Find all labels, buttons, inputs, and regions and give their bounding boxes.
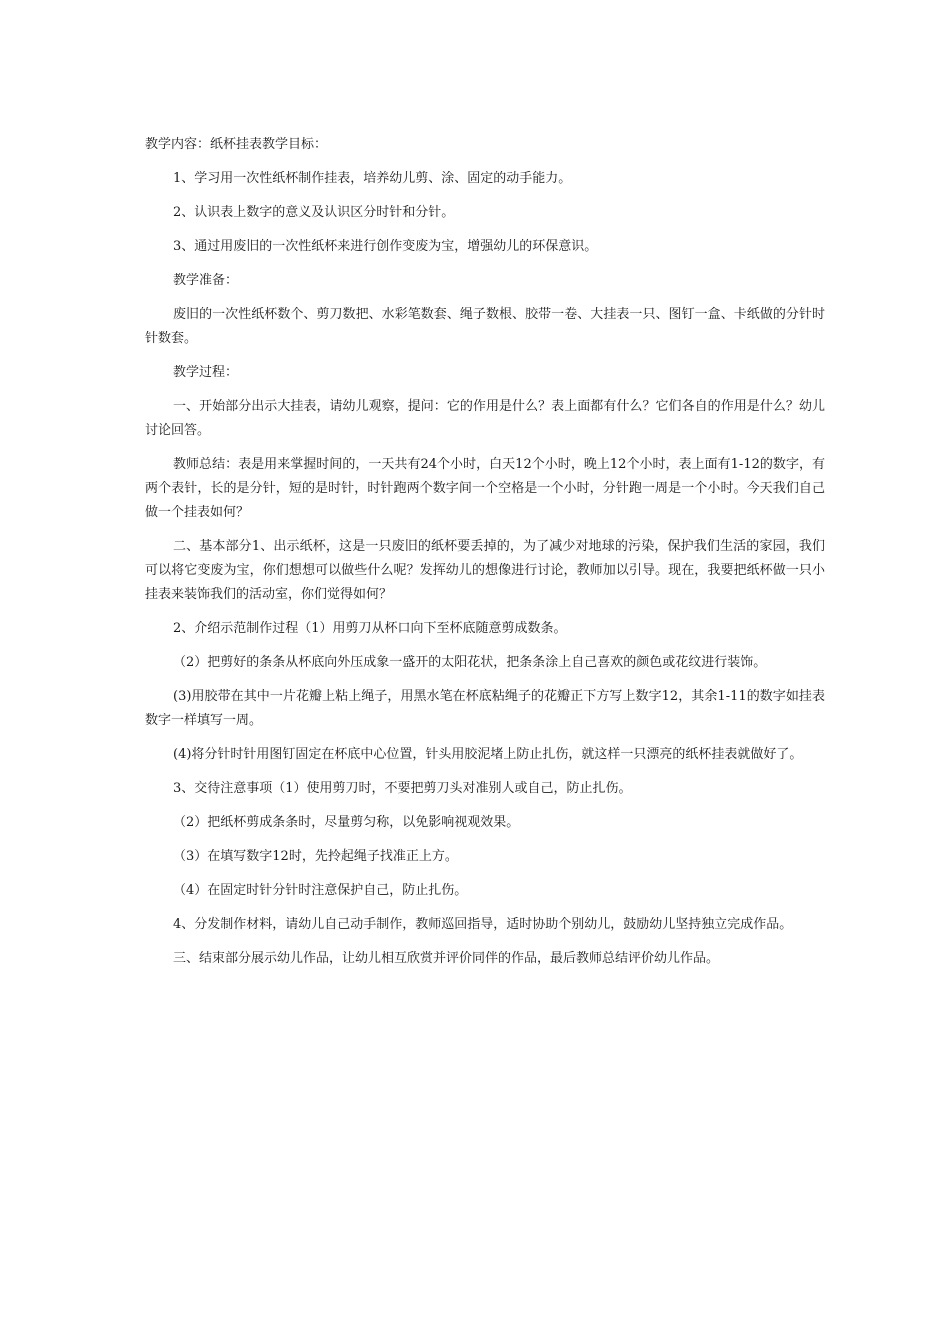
process-part-1: 一、开始部分出示大挂表，请幼儿观察，提问：它的作用是什么？表上面都有什么？它们各自的作用是什么？幼儿讨论回答。 (145, 399, 825, 438)
lesson-heading: 教学内容：纸杯挂表教学目标： (145, 137, 328, 152)
demo-step-1: 2、介绍示范制作过程（1）用剪刀从杯口向下至杯底随意剪成数条。 (173, 621, 567, 636)
safety-note-4: （4）在固定时针分针时注意保护自己，防止扎伤。 (173, 883, 468, 898)
teacher-summary: 教师总结：表是用来掌握时间的，一天共有24个小时，白天12个小时，晚上12个小时，表上面有1-12的数字，有两个表针，长的是分针，短的是时针，时针跑两个数字间一个空格是一个小时，分针跑一周是一个小时。今天我们自己做一个挂表如何？ (145, 457, 825, 520)
process-part-2: 二、基本部分1、出示纸杯，这是一只废旧的纸杯要丢掉的，为了减少对地球的污染，保护我们生活的家园，我们可以将它变废为宝，你们想想可以做些什么呢？发挥幼儿的想像进行讨论，教师加以引导。现在，我要把纸杯做一只小挂表来装饰我们的活动室，你们觉得如何？ (145, 539, 825, 602)
preparation-heading: 教学准备： (173, 273, 239, 288)
process-heading: 教学过程： (173, 365, 239, 380)
goal-1: 1、学习用一次性纸杯制作挂表，培养幼儿剪、涂、固定的动手能力。 (173, 171, 572, 186)
demo-step-4: (4)将分针时针用图钉固定在杯底中心位置，针头用胶泥堵上防止扎伤，就这样一只漂亮的纸杯挂表就做好了。 (173, 747, 803, 762)
demo-step-2: （2）把剪好的条条从杯底向外压成象一盛开的太阳花状，把条条涂上自己喜欢的颜色或花纹进行装饰。 (173, 655, 767, 670)
safety-note-3: （3）在填写数字12时，先拎起绳子找准正上方。 (173, 849, 458, 864)
safety-note-1: 3、交待注意事项（1）使用剪刀时，不要把剪刀头对准别人或自己，防止扎伤。 (173, 781, 632, 796)
goal-2: 2、认识表上数字的意义及认识区分时针和分针。 (173, 205, 455, 220)
goal-3: 3、通过用废旧的一次性纸杯来进行创作变废为宝，增强幼儿的环保意识。 (173, 239, 598, 254)
materials-distribution: 4、分发制作材料，请幼儿自己动手制作，教师巡回指导，适时协助个别幼儿，鼓励幼儿坚持独立完成作品。 (173, 917, 793, 932)
document-body (145, 133, 825, 981)
closing-part: 三、结束部分展示幼儿作品，让幼儿相互欣赏并评价同伴的作品，最后教师总结评价幼儿作品。 (173, 951, 720, 966)
preparation-materials: 废旧的一次性纸杯数个、剪刀数把、水彩笔数套、绳子数根、胶带一卷、大挂表一只、图钉一盒、卡纸做的分针时针数套。 (145, 307, 825, 346)
safety-note-2: （2）把纸杯剪成条条时，尽量剪匀称，以免影响视观效果。 (173, 815, 520, 830)
demo-step-3: (3)用胶带在其中一片花瓣上粘上绳子，用黑水笔在杯底粘绳子的花瓣正下方写上数字12，其余1-11的数字如挂表数字一样填写一周。 (145, 689, 825, 728)
